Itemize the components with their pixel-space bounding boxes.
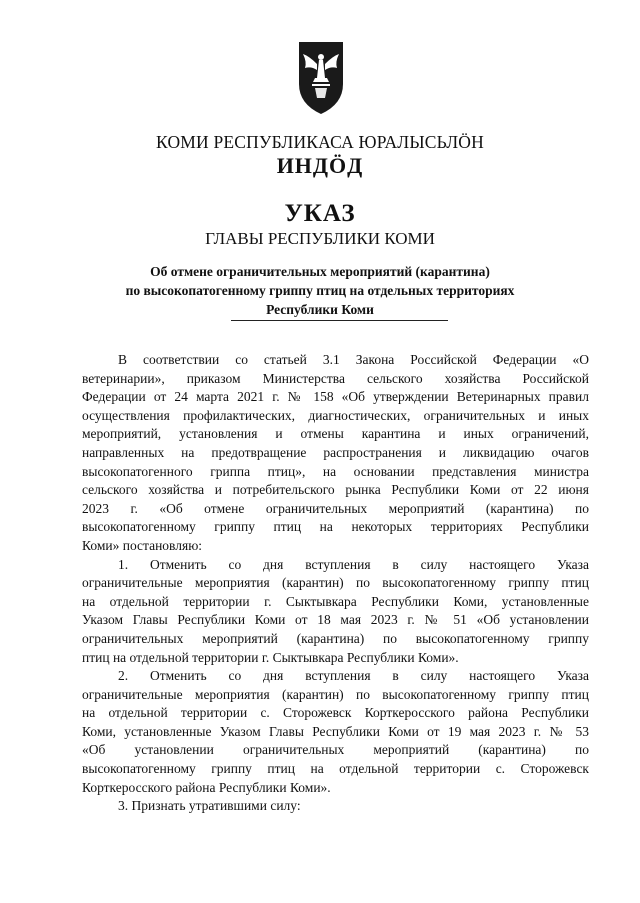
subject-line: по высокопатогенному гриппу птиц на отдельных территориях [125,283,515,298]
text-line: на отдельной территории с. Сторожевск Корткеросского района Республики [82,705,589,721]
subject-line: Об отмене ограничительных мероприятий (карантина) [150,264,490,279]
header-republic-name: КОМИ РЕСПУБЛИКАСА ЮРАЛЫСЬЛӦН [156,132,484,152]
text-line: птиц на отдельной территории г. Сыктывкара Республики Коми». [82,649,459,665]
text-line: 1. Отменить со дня вступления в силу настоящего Указа [118,556,589,572]
text-line: «Об установлении ограничительных мероприятий (карантина) по [82,742,589,758]
text-line: 2. Отменить со дня вступления в силу настоящего Указа [118,668,589,684]
item-3-paragraph [82,797,589,816]
text-line: высокопатогенному гриппу птиц на отдельной территории с. Сторожевск [82,761,589,777]
text-line: направленных на предотвращение распространения и ликвидацию очагов [82,444,589,460]
item-2-paragraph [82,667,589,797]
document-title: УКАЗ [284,200,356,227]
text-line: высокопатогенного гриппа птиц», на основании представления министра [82,463,589,479]
preamble-paragraph [82,351,589,556]
text-line: ограничительных мероприятий (карантина) по высокопатогенному гриппу [82,630,589,646]
text-line: Коми, установленные Указом Главы Республики Коми от 19 мая 2023 г. № 53 [82,723,589,739]
text-line: Указом Главы Республики Коми от 18 мая 2023 г. № 51 «Об установлении [82,612,589,628]
header-decree-komi: ИНДӦД [276,153,364,178]
coat-of-arms-komi-icon [295,38,347,116]
text-line: 2023 г. «Об отмене ограничительных мероприятий (карантина) по [82,500,589,516]
text-line: ветеринарии», приказом Министерства сельского хозяйства Российской [82,370,589,386]
text-line: на отдельной территории г. Сыктывкара Республики Коми, установленные [82,593,589,609]
separator-line [231,320,448,321]
document-subject [60,262,580,319]
document-subtitle: ГЛАВЫ РЕСПУБЛИКИ КОМИ [205,229,435,248]
text-line: 3. Признать утратившими силу: [118,798,301,814]
document-body [82,351,589,816]
text-line: сельского хозяйства и потребительского рынка Республики Коми от 22 июня [82,482,589,498]
text-line: осуществления профилактических, диагностических, ограничительных и иных [82,407,589,423]
text-line: ограничительные мероприятия (карантин) по высокопатогенному гриппу птиц [82,575,589,591]
text-line: мероприятий, установления и отмены карантина и иных ограничений, [82,426,589,442]
item-1-paragraph [82,556,589,668]
text-line: В соответствии со статьей 3.1 Закона Российской Федерации «О [118,352,589,367]
text-line: Корткеросского района Республики Коми». [82,779,331,795]
subject-line: Республики Коми [266,302,374,317]
text-line: Коми» постановляю: [82,537,203,553]
text-line: Федерации от 24 марта 2021 г. № 158 «Об утверждении Ветеринарных правил [82,389,589,405]
text-line: ограничительные мероприятия (карантин) по высокопатогенному гриппу птиц [82,686,589,702]
text-line: высокопатогенному гриппу птиц на некоторых территориях Республики [82,519,589,535]
